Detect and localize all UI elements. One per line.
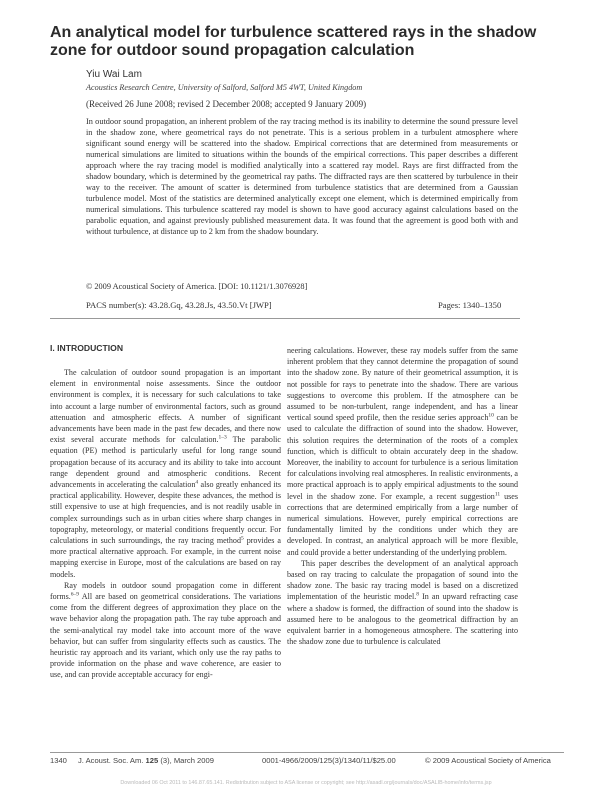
citation-ref[interactable]: 1–3	[218, 434, 227, 441]
citation-ref[interactable]: 8	[416, 591, 419, 598]
page-range: Pages: 1340–1350	[438, 300, 502, 310]
author-name: Yiu Wai Lam	[86, 69, 142, 80]
abstract	[86, 116, 518, 237]
author-affiliation: Acoustics Research Centre, University of Salford, Salford M5 4WT, United Kingdom	[86, 83, 363, 92]
footer-page-number: 1340	[50, 756, 67, 765]
pacs-line	[86, 300, 272, 310]
citation-ref[interactable]: 10	[488, 412, 494, 419]
text-run: The calculation of outdoor sound propagation is an important element in environmental noise assessments. Since the outdoor environment is complex, it is necessary for such calculations to take into account a large number of environmental factors, such as ground attenuation and atmospheric effects. A number of significant advancements have been made in the past few decades, and there now exist several accurate methods for calculation.	[50, 368, 281, 445]
section-heading: I. INTRODUCTION	[50, 343, 124, 353]
abstract-copyright: © 2009 Acoustical Society of America.	[86, 282, 217, 291]
text-run: can be used to calculate the diffraction of sound into the shadow. However, this solution requires the determination of the roots of a complex function, which is difficult to obtain accurately deep in the shadow. Moreover, the inability to account for turbulence is a serious limitation for calculations involving real atmospheres. In realistic environments, a more practical approach is to apply empirical adjustments to the sound level in the shadow zone. For example, a recent suggestion	[287, 413, 518, 501]
footer-code: 0001-4966/2009/125(3)/1340/11/$25.00	[262, 756, 396, 765]
article-title: An analytical model for turbulence scattered rays in the shadow zone for outdoor sound propagation calculation	[50, 24, 537, 59]
footer-citation	[78, 756, 214, 765]
left-column	[50, 367, 281, 681]
text-run: All are based on geometrical considerations. The variations come from the different degrees of approximation they place on the wave behavior along the propagation path. The ray tube approach and the semi-analytical ray model take into account more of the wave behavior, but can suffer from singularity effects such as caustics. The heuristic ray approach and its variant, which only use the ray paths to provide information on the phase and wave coherence, are easier to use, and can provide acceptable accuracy for engi-	[50, 592, 281, 680]
abstract-text: In outdoor sound propagation, an inherent problem of the ray tracing method is its inability to determine the sound pressure level in the shadow zone, where geometrical rays do not penetrate. This is a serious problem in a turbulent atmosphere where significant sound energy will be scattered into the shadow. Empirical corrections that are determined from measurements or numerical simulations are limited to situations within the bounds of the empirical corrections. This paper describes a different approach where the ray tracing model is modified analytically into a scattered ray model. Rays are first diffracted from the shadow boundary, which is determined by the geometrical ray paths. The diffracted rays are then scattered by turbulence in their way to the receiver. The amount of scatter is determined from turbulence statistics that are determined from a Gaussian turbulence model. Most of the statistics are determined analytically except one element, which is determined empirically from numerical simulations. This turbulence scattered ray model is shown to have good accuracy against calculations based on the parabolic equation, and against previously published measurement data. It was found that the agreement is good both with and without turbulence, at distance up to 2 km from the shadow boundary.	[86, 117, 518, 236]
citation-ref[interactable]: 4	[195, 479, 199, 486]
text-run: This paper describes the development of an analytical approach based on ray tracing to calculate the propagation of sound into the shadow zone. The basic ray tracing model is based on a discretized implementation of the heuristic model.	[287, 558, 518, 602]
doi-link[interactable]: [DOI: 10.1121/1.3076928]	[218, 282, 308, 291]
footer-copyright: © 2009 Acoustical Society of America	[425, 756, 551, 765]
footer-divider	[50, 752, 564, 753]
pacs-label: PACS number(s):	[86, 300, 147, 310]
pacs-values: 43.28.Gq, 43.28.Js, 43.50.Vt [JWP]	[148, 300, 272, 310]
footer-journal: J. Acoust. Soc. Am.	[78, 756, 144, 765]
download-watermark: Downloaded 06 Oct 2011 to 146.87.65.141. Redistribution subject to ASA license or copyright; see http://asadl.org/journals/doc/ASALIB-home/info/terms.jsp	[120, 780, 492, 786]
intro-paragraph-2	[50, 580, 281, 681]
intro-paragraph-1	[50, 367, 281, 580]
intro-paragraph-3	[287, 345, 518, 558]
abstract-copyright-line	[86, 282, 307, 291]
footer-issue: (3), March 2009	[160, 756, 214, 765]
citation-ref[interactable]: 5	[240, 535, 244, 542]
text-run: neering calculations. However, these ray models suffer from the same inherent problem that they cannot determine the propagation of sound into the shadow zone. By nature of their geometrical assumption, it is not possible for rays to penetrate into the shadow. There are various suggestions to overcome this problem. If the atmosphere can be assumed to be non-turbulent, range independent, and has a linear vertical sound speed profile, then the residue series approach	[287, 346, 518, 423]
received-dates: (Received 26 June 2008; revised 2 December 2008; accepted 9 January 2009)	[86, 99, 367, 109]
right-column	[287, 345, 518, 647]
citation-ref[interactable]: 11	[494, 490, 501, 497]
text-run: uses corrections that are determined empirically from a large number of numerical simulations. However, purely empirical corrections are fundamentally limited by the conditions under which they are developed. In contrast, an analytical approach will be more flexible, and could provide a better understanding of the underlying problem.	[287, 491, 519, 557]
text-run: Ray models in outdoor sound propagation come in different forms.	[50, 580, 281, 602]
header-divider	[50, 318, 520, 319]
text-run: The parabolic equation (PE) method is particularly useful for long range sound propagation because of its accuracy and its ability to take into account range dependent ground and atmospheric conditions. Recent advancements in accelerating the calculation	[50, 435, 281, 490]
text-run: In an upward refracting case where a shadow is formed, the diffraction of sound into the shadow is assumed here to be analogous to the geometrical diffraction by an equivalent barrier in a homogeneous atmosphere. The scattering into the shadow zone due to turbulence is calculated	[287, 592, 519, 647]
footer-volume: 125	[145, 756, 159, 765]
citation-ref[interactable]: 6–9	[70, 591, 80, 598]
intro-paragraph-4	[287, 558, 518, 648]
text-run: also greatly enhanced its practical applicability. However, despite these advances, the method is still expensive to use at high frequencies, and is not readily usable in complex surroundings such as in urban cities where sharp changes in topography, meteorology, or material conditions frequently occur. For calculations in such surroundings, the ray tracing method	[50, 480, 281, 546]
text-run: provides a more practical alternative approach. For example, in the current noise mapping exercise in Europe, most of the calculations are based on ray models.	[50, 536, 281, 579]
